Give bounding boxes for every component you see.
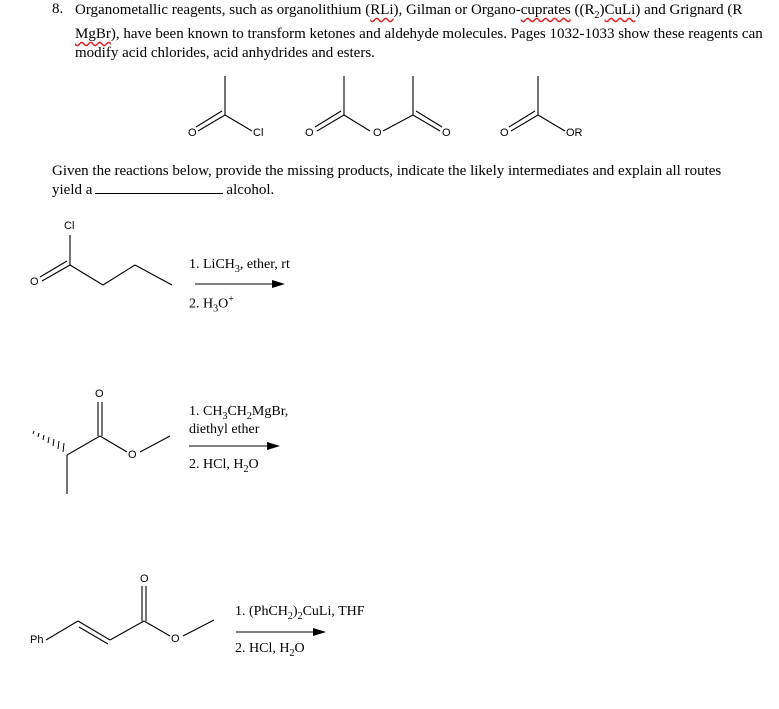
atom-label: O [188, 127, 197, 139]
text-segment: ((R [570, 2, 595, 18]
reaction-1-step-1: 1. LiCH$_3$, ether, rt [189, 257, 290, 275]
spellcheck-word: RLi [370, 2, 394, 18]
reaction-2-step-2: 2. HCl, $H_2O$ [189, 457, 259, 475]
reaction-arrow-3 [236, 628, 326, 636]
spellcheck-word: cuprates [520, 2, 571, 18]
atom-label: O [442, 127, 451, 139]
atom-label: O [500, 127, 509, 139]
text-segment: ) and Grignard (R [635, 2, 743, 18]
butanoyl-chloride-structure [40, 235, 172, 285]
ester-structure [509, 76, 565, 131]
spellcheck-word: MgBr [75, 26, 111, 42]
atom-label: O [140, 573, 149, 585]
reaction-arrow-2 [189, 442, 280, 450]
atom-label: O [373, 127, 382, 139]
atom-label: Ph [30, 634, 44, 646]
instructions-tail: alcohol. [226, 182, 275, 198]
reaction-1-step-2: 2. $H_3O^+$ [189, 294, 234, 315]
text-segment: ) [599, 2, 605, 18]
text-segment: ), have been known to transform ketones and aldehyde molecules. Pages 1032-1033 show these reagents can modify acid chlorides, acid anhydrides and esters. [75, 26, 763, 61]
text-segment: ), Gilman or Organo- [393, 2, 521, 18]
question-number: 8. [52, 1, 64, 17]
ester-substrate-2-structure [33, 402, 170, 494]
instructions-text [52, 162, 752, 200]
atom-label: Cl [253, 127, 264, 139]
reaction-2-step-1-solvent: diethyl ether [189, 422, 260, 437]
answer-blank[interactable] [95, 181, 223, 194]
spellcheck-word: CuLi [604, 2, 636, 18]
atom-label: O [305, 127, 314, 139]
reaction-3-step-1: 1. $(PhCH_2)_2CuLi$, THF [235, 604, 365, 622]
reaction-arrow-1 [195, 280, 285, 288]
atom-label: OR [566, 127, 583, 139]
acid-anhydride-structure [315, 76, 442, 131]
atom-label: O [95, 388, 104, 400]
reaction-2-step-1: 1. $CH_3CH_2MgBr$, [189, 404, 289, 422]
atom-label: O [30, 276, 39, 288]
atom-label: O [128, 449, 137, 461]
instructions-lead: Given the reactions below, provide the missing products, indicate the likely intermediates and explain all routes yield a [52, 163, 722, 198]
atom-label: Cl [64, 220, 75, 232]
reaction-3-step-2: 2. HCl, $H_2O$ [235, 641, 305, 659]
subscript: 2 [594, 10, 600, 21]
atom-label: O [171, 633, 180, 645]
text-segment: Organometallic reagents, such as organolithium ( [75, 2, 371, 18]
acid-chloride-structure [196, 76, 252, 131]
methyl-cinnamate-structure [46, 586, 214, 644]
